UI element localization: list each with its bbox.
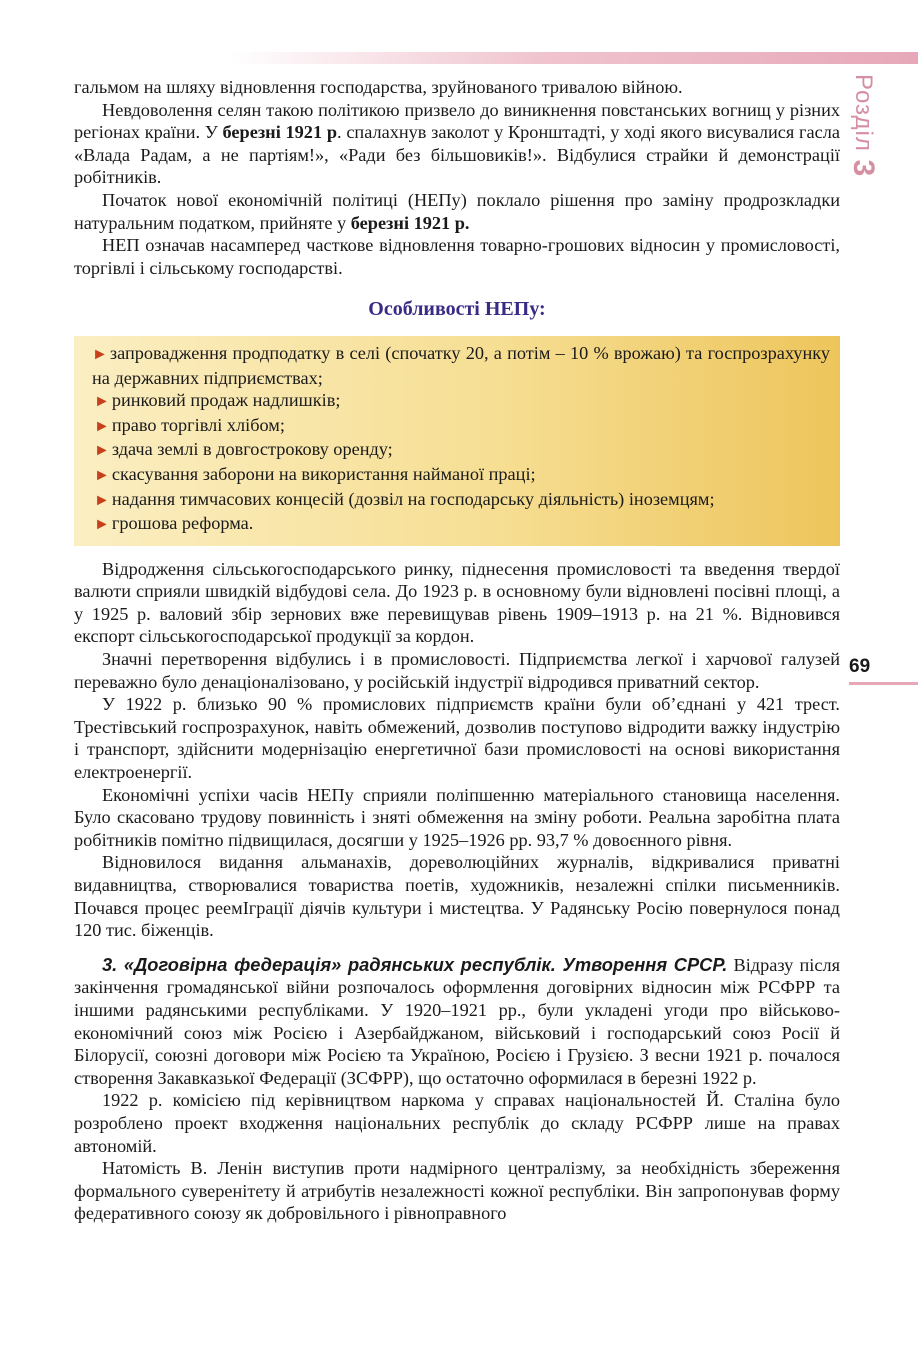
arrow-bullet-icon: ► — [94, 466, 110, 484]
page-number-underline — [849, 682, 918, 685]
section-heading: 3. «Договірна федерація» радянських республік. Утворення СРСР. — [102, 953, 728, 975]
list-item: ► грошова реформа. — [94, 513, 254, 534]
bold-date: березні 1921 р — [222, 122, 337, 143]
arrow-bullet-icon: ► — [94, 442, 110, 460]
paragraph: 3. «Договірна федерація» радянських республік. Утворення СРСР. Відразу після закінчення громадянської війни розпочалось оформлення договірних відносин між РСФРР та іншими радянськими республіками. У 1920–1921 рр., були укладені угоди про військово-економічний союз між Росією і Азербайджаном, військовий і господарський союз Росії й Білорусії, союзні договори між Росією та Україною, Росією і Грузією. З весни 1921 р. почалося створення Закавказької Федерації (ЗСФРР), що остаточно оформилася в березні 1922 р. — [74, 953, 840, 1088]
page-number: 69 — [849, 656, 871, 677]
paragraph: Початок нової економічній політиці (НЕПу) поклало рішення про заміну продрозкладки натуральним податком, прийняте у березні 1921 р. — [74, 189, 840, 233]
paragraph: НЕП означав насамперед часткове відновлення товарно-грошових відносин у промисловості, торгівлі і сільському господарстві. — [74, 235, 840, 278]
arrow-bullet-icon: ► — [94, 491, 110, 509]
arrow-bullet-icon: ► — [94, 393, 110, 411]
paragraph: У 1922 р. близько 90 % промислових підприємств країни були об’єднані у 421 трест. Трестівський госпрозрахунок, навіть обмежений, дозволив поступово відродити важку індустрію і транспорт, здійснити модернізацію енергетичної бази промисловості на основі використання електроенергії. — [74, 694, 840, 783]
nep-features-box — [74, 336, 840, 546]
list-item: ► скасування заборони на використання найманої праці; — [94, 463, 536, 484]
section-number: 3 — [847, 159, 880, 178]
paragraph: Невдоволення селян такою політикою призвело до виникнення повстанських вогнищ у різних регіонах країни. У березні 1921 р. спалахнув заколот у Кронштадті, у ході якого висувалися гасла «Влада Радам, а не партіям!», «Ради без більшовиків!». Відбулися страйки й демонстрації робітників. — [74, 99, 841, 188]
paragraph: гальмом на шляху відновлення господарства, зруйнованого тривалою війною. — [74, 77, 683, 97]
paragraph: Економічні успіхи часів НЕПу сприяли поліпшенню матеріального становища населення. Було скасовано трудову повинність і зняті обмеження на зміну роботи. Реальна заробітна плата робітників помітно підвищилася, досягши у 1925–1926 рр. 93,7 % довоєнного рівня. — [74, 784, 840, 850]
paragraph: Відродження сільськогосподарського ринку, піднесення промисловості та введення твердої валюти сприяли швидкій відбудові села. До 1923 р. в основному були відновлені посівні площі, а у 1925 р. валовий збір зернових вже перевищував рівень 1909–1913 р. на 21 %. Відновився експорт сільськогосподарської продукції за кордон. — [74, 558, 840, 647]
nep-features-title: Особливості НЕПу: — [368, 298, 546, 321]
main-text-column — [74, 76, 840, 1225]
paragraph: 1922 р. комісією під керівництвом наркома у справах національностей Й. Сталіна було розроблено проект входження національних республік до складу РСФРР лише на правах автономій. — [74, 1090, 840, 1156]
list-item: ► право торгівлі хлібом; — [94, 414, 285, 435]
list-item: ► ринковий продаж надлишків; — [94, 390, 341, 411]
paragraph: Натомість В. Ленін виступив проти надмірного централізму, за необхідність збереження формального суверенітету й атрибутів незалежності кожної республіки. Він запропонував форму федеративного союзу як добровільного і рівноправного — [74, 1158, 840, 1224]
list-item: ► надання тимчасових концесій (дозвіл на господарську діяльність) іноземцям; — [94, 488, 715, 509]
section-word: Розділ — [850, 74, 877, 152]
arrow-bullet-icon: ► — [92, 345, 108, 363]
bold-date: березні 1921 р. — [350, 212, 470, 233]
list-item: ► здача землі в довгострокову оренду; — [94, 439, 393, 460]
paragraph: Відновилося видання альманахів, дореволюційних журналів, відкривалися приватні видавництва, створювалися товариства поетів, художників, незалежні спілки письменників. Почався процес реемІграції діячів культури і мистецтва. У Радянську Росію повернулося понад 120 тис. біженців. — [74, 852, 840, 941]
top-decorative-band — [230, 52, 918, 64]
list-item: ► запровадження продподатку в селі (спочатку 20, а потім – 10 % врожаю) та госпрозрахунку на державних підприємствах; — [92, 342, 830, 388]
arrow-bullet-icon: ► — [94, 516, 110, 534]
arrow-bullet-icon: ► — [94, 417, 110, 435]
section-tab — [848, 74, 878, 177]
paragraph: Значні перетворення відбулись і в промисловості. Підприємства легкої і харчової галузей переважно було денаціоналізовано, у російській індустрії відродився приватний сектор. — [74, 649, 840, 692]
